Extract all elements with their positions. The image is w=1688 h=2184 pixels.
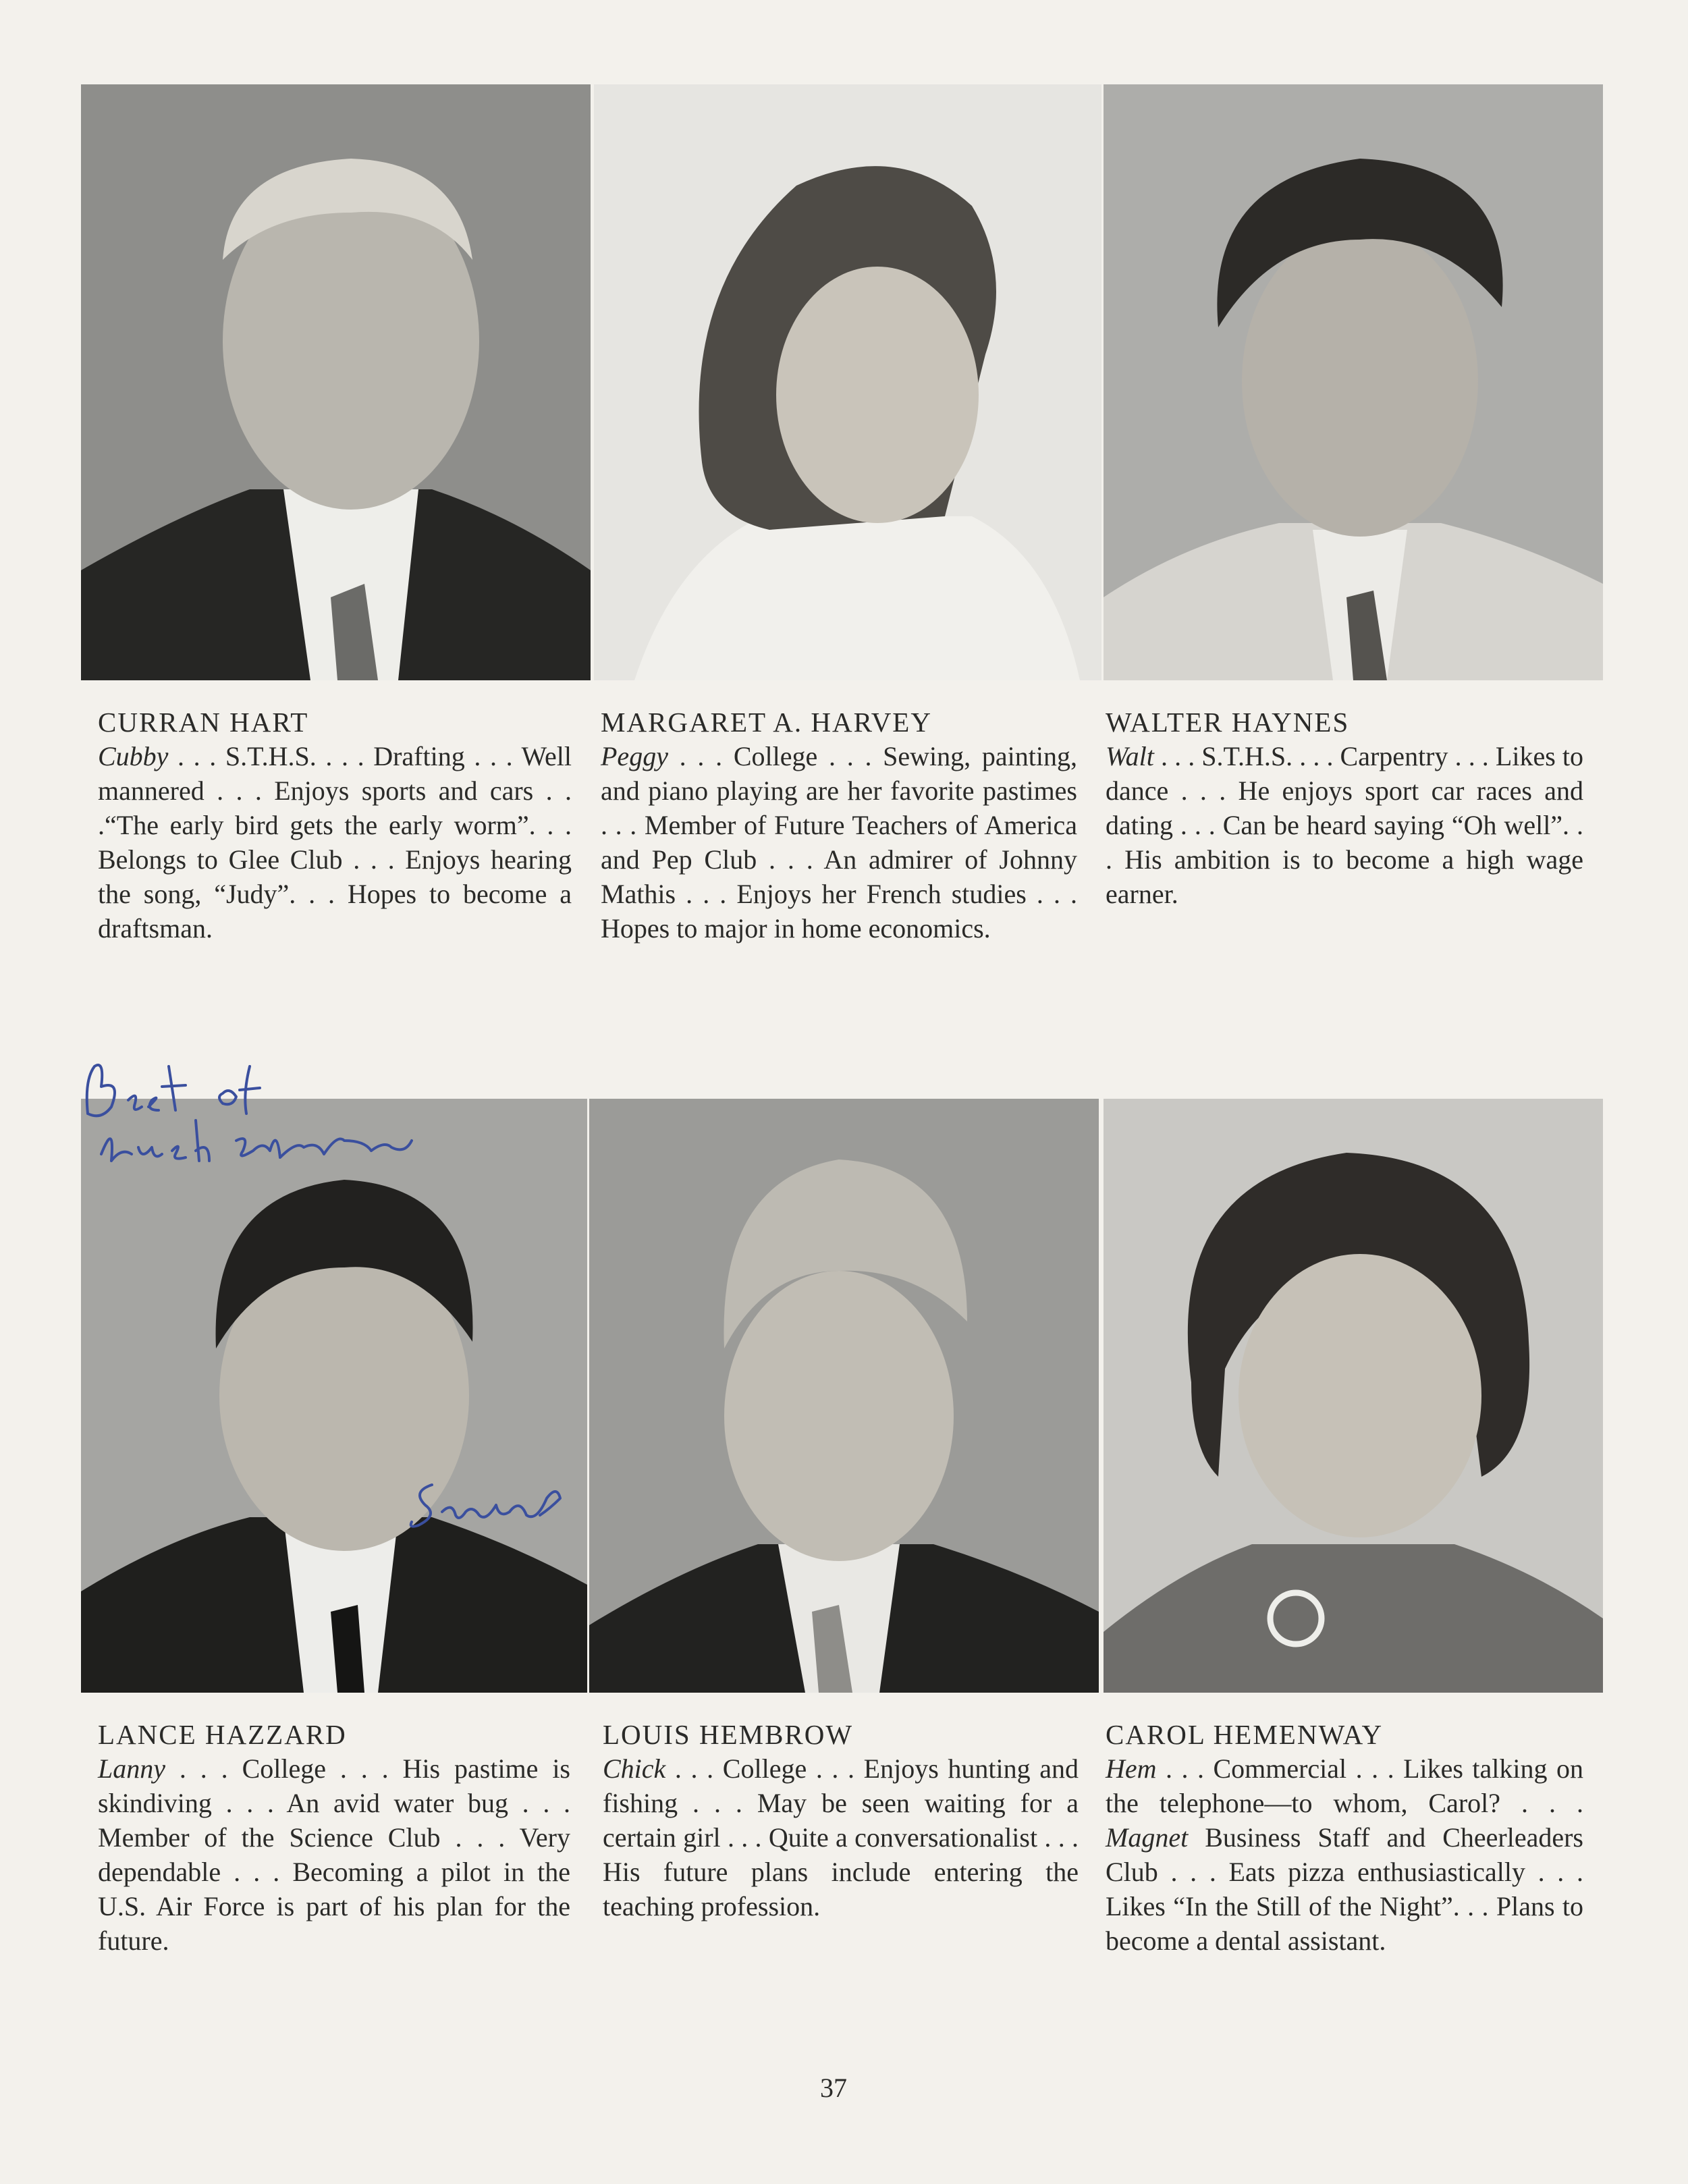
- student-name: LANCE HAZZARD: [98, 1719, 347, 1750]
- portrait-margaret-harvey: [594, 84, 1101, 680]
- caption-louis-hembrow: [603, 1718, 1079, 1923]
- student-nickname: Cubby: [98, 741, 169, 771]
- student-nickname: Chick: [603, 1753, 666, 1784]
- student-name: LOUIS HEMBROW: [603, 1719, 854, 1750]
- student-bio-text-continued: Business Staff and Cheerleaders Club . . . Eats pizza enthusiastically . . . Likes “In the Still of the Night”. . . Plans to become a dental assistant.: [1106, 1822, 1583, 1956]
- student-bio-text: . . . S.T.H.S. . . . Carpentry . . . Likes to dance . . . He enjoys sport car races and dating . . . Can be heard saying “Oh well”. . . His ambition is to become a high wage earner.: [1106, 741, 1583, 909]
- student-bio-text: . . . College . . . His pastime is skindiving . . . An avid water bug . . . Member of the Science Club . . . Very dependable . . . Becoming a pilot in the U.S. Air Force is part of his plan for the future.: [98, 1753, 570, 1956]
- page-number: 37: [820, 2073, 847, 2103]
- student-name: MARGARET A. HARVEY: [601, 707, 932, 738]
- student-nickname: Lanny: [98, 1753, 165, 1784]
- student-nickname: Hem: [1106, 1753, 1157, 1784]
- caption-carol-hemenway: [1106, 1718, 1583, 1958]
- student-bio: [603, 1751, 1079, 1923]
- student-bio: [601, 739, 1077, 946]
- handwritten-signature: [405, 1458, 580, 1539]
- student-bio: [1106, 1751, 1583, 1958]
- caption-margaret-harvey: [601, 705, 1077, 946]
- student-bio: [98, 739, 572, 946]
- student-name: WALTER HAYNES: [1106, 707, 1350, 738]
- magnet-publication-name: Magnet: [1106, 1822, 1189, 1853]
- student-nickname: Peggy: [601, 741, 668, 771]
- student-bio-text: . . . Commercial . . . Likes talking on the telephone—to whom, Carol? . . .: [1106, 1753, 1583, 1818]
- student-bio-text: . . . College . . . Sewing, painting, and piano playing are her favorite pastimes . . . Member of Future Teachers of America and Pep Club . . . An admirer of Johnny Mathis . . . Enjoys her French studies . . . Hopes to major in home economics.: [601, 741, 1077, 944]
- student-bio: [1106, 739, 1583, 911]
- caption-curran-hart: [98, 705, 572, 946]
- student-bio-text: . . . College . . . Enjoys hunting and fishing . . . May be seen waiting for a certain girl . . . Quite a conversationalist . . . His future plans include entering the teaching profession.: [603, 1753, 1079, 1921]
- caption-lance-hazzard: [98, 1718, 570, 1958]
- student-name: CAROL HEMENWAY: [1106, 1719, 1384, 1750]
- portrait-carol-hemenway: [1104, 1099, 1603, 1693]
- student-bio-text: . . . S.T.H.S. . . . Drafting . . . Well mannered . . . Enjoys sports and cars . . .“The early bird gets the early worm”. . . Belongs to Glee Club . . . Enjoys hearing the song, “Judy”. . . Hopes to become a draftsman.: [98, 741, 572, 944]
- student-bio: [98, 1751, 570, 1958]
- portrait-curran-hart: [81, 84, 591, 680]
- handwritten-inscription: [74, 1039, 452, 1201]
- caption-walter-haynes: [1106, 705, 1583, 911]
- student-nickname: Walt: [1106, 741, 1154, 771]
- portrait-louis-hembrow: [589, 1099, 1099, 1693]
- student-name: CURRAN HART: [98, 707, 309, 738]
- portrait-walter-haynes: [1104, 84, 1603, 680]
